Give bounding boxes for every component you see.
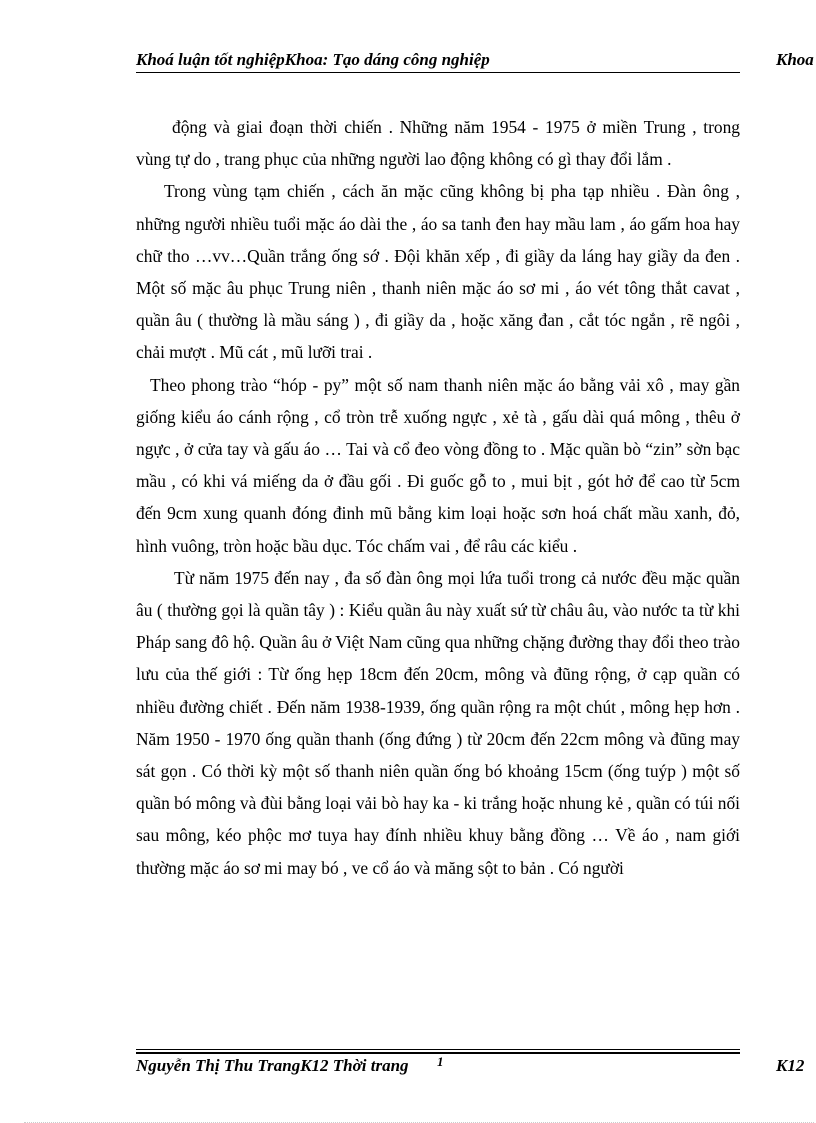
page-number: 1 [437, 1054, 444, 1069]
header-divider [136, 72, 740, 73]
paragraph-4: Từ năm 1975 đến nay , đa số đàn ông mọi lứa tuổi trong cả nước đều mặc quần âu ( thường gọi là quần tây ) : Kiểu quần âu này xuất sứ từ châu âu, vào nước ta từ khi Pháp sang đô hộ. Quần âu ở Việt Nam cũng qua những chặng đường thay đổi theo trào lưu của thế giới : Từ ống hẹp 18cm đến 20cm, mông và đũng rộng, ở cạp quần có nhiều đường chiết . Đến năm 1938-1939, ống quần rộng ra một chút , mông hẹp hơn . Năm 1950 - 1970 ống quần thanh (ống đứng ) từ 20cm đến 22cm mông và đũng may sát gọn . Có thời kỳ một số thanh niên quần ống bó khoảng 15cm (ống tuýp ) một số quần bó mông và đùi bằng loại vải bò hay ka - ki trắng hoặc nhung kẻ , quần có túi nối sau mông, kéo phộc mơ tuya hay đính nhiều khuy bằng đồng … Về áo , nam giới thường mặc áo sơ mi may bó , ve cổ áo và măng sột to bản . Có người [136, 567, 740, 878]
document-body [136, 111, 740, 884]
paragraph-2: Trong vùng tạm chiến , cách ăn mặc cũng không bị pha tạp nhiều . Đàn ông , những người nhiều tuổi mặc áo dài the , áo sa tanh đen hay mầu lam , áo gấm hoa hay chữ tho …vv…Quần trắng ống sớ . Đội khăn xếp , đi giầy da láng hay giầy da đen . Một số mặc âu phục Trung niên , thanh niên mặc áo sơ mi , áo vét tông thắt cavat , quần âu ( thường là mầu sáng ) , đi giầy da , hoặc xăng đan , cắt tóc ngắn , rẽ ngôi , chải mượt . Mũ cát , mũ lưỡi trai . [136, 181, 740, 363]
footer-right-label: K12 [776, 1056, 805, 1075]
paragraph-1: động và giai đoạn thời chiến . Những năm 1954 - 1975 ở miền Trung , trong vùng tự do , trang phục của những người lao động không có gì thay đổi lắm . [136, 117, 740, 170]
header-left-title: Khoá luận tốt nghiệpKhoa: Tạo dáng công nghiệp [136, 50, 490, 69]
footer-divider-top [136, 1049, 740, 1050]
footer-author: Nguyễn Thị Thu TrangK12 Thời trang [136, 1056, 409, 1075]
header-right-title: Khoa [776, 50, 814, 69]
paragraph-3: Theo phong trào “hóp - py” một số nam thanh niên mặc áo bằng vải xô , may gần giống kiểu áo cánh rộng , cổ tròn trễ xuống ngực , xẻ tà , gấu dài quá mông , thêu ở ngực , ở cửa tay và gấu áo … Tai và cổ đeo vòng đồng to . Mặc quần bò “zin” sờn bạc mầu , có khi vá miếng da ở đầu gối . Đi guốc gỗ to , mui bịt , gót hở để cao từ 5cm đến 9cm xung quanh đóng đinh mũ bằng kim loại hoặc sơn hoá chất mầu xanh, đỏ, hình vuông, tròn hoặc bầu dục. Tóc chấm vai , để râu các kiểu . [136, 374, 740, 556]
